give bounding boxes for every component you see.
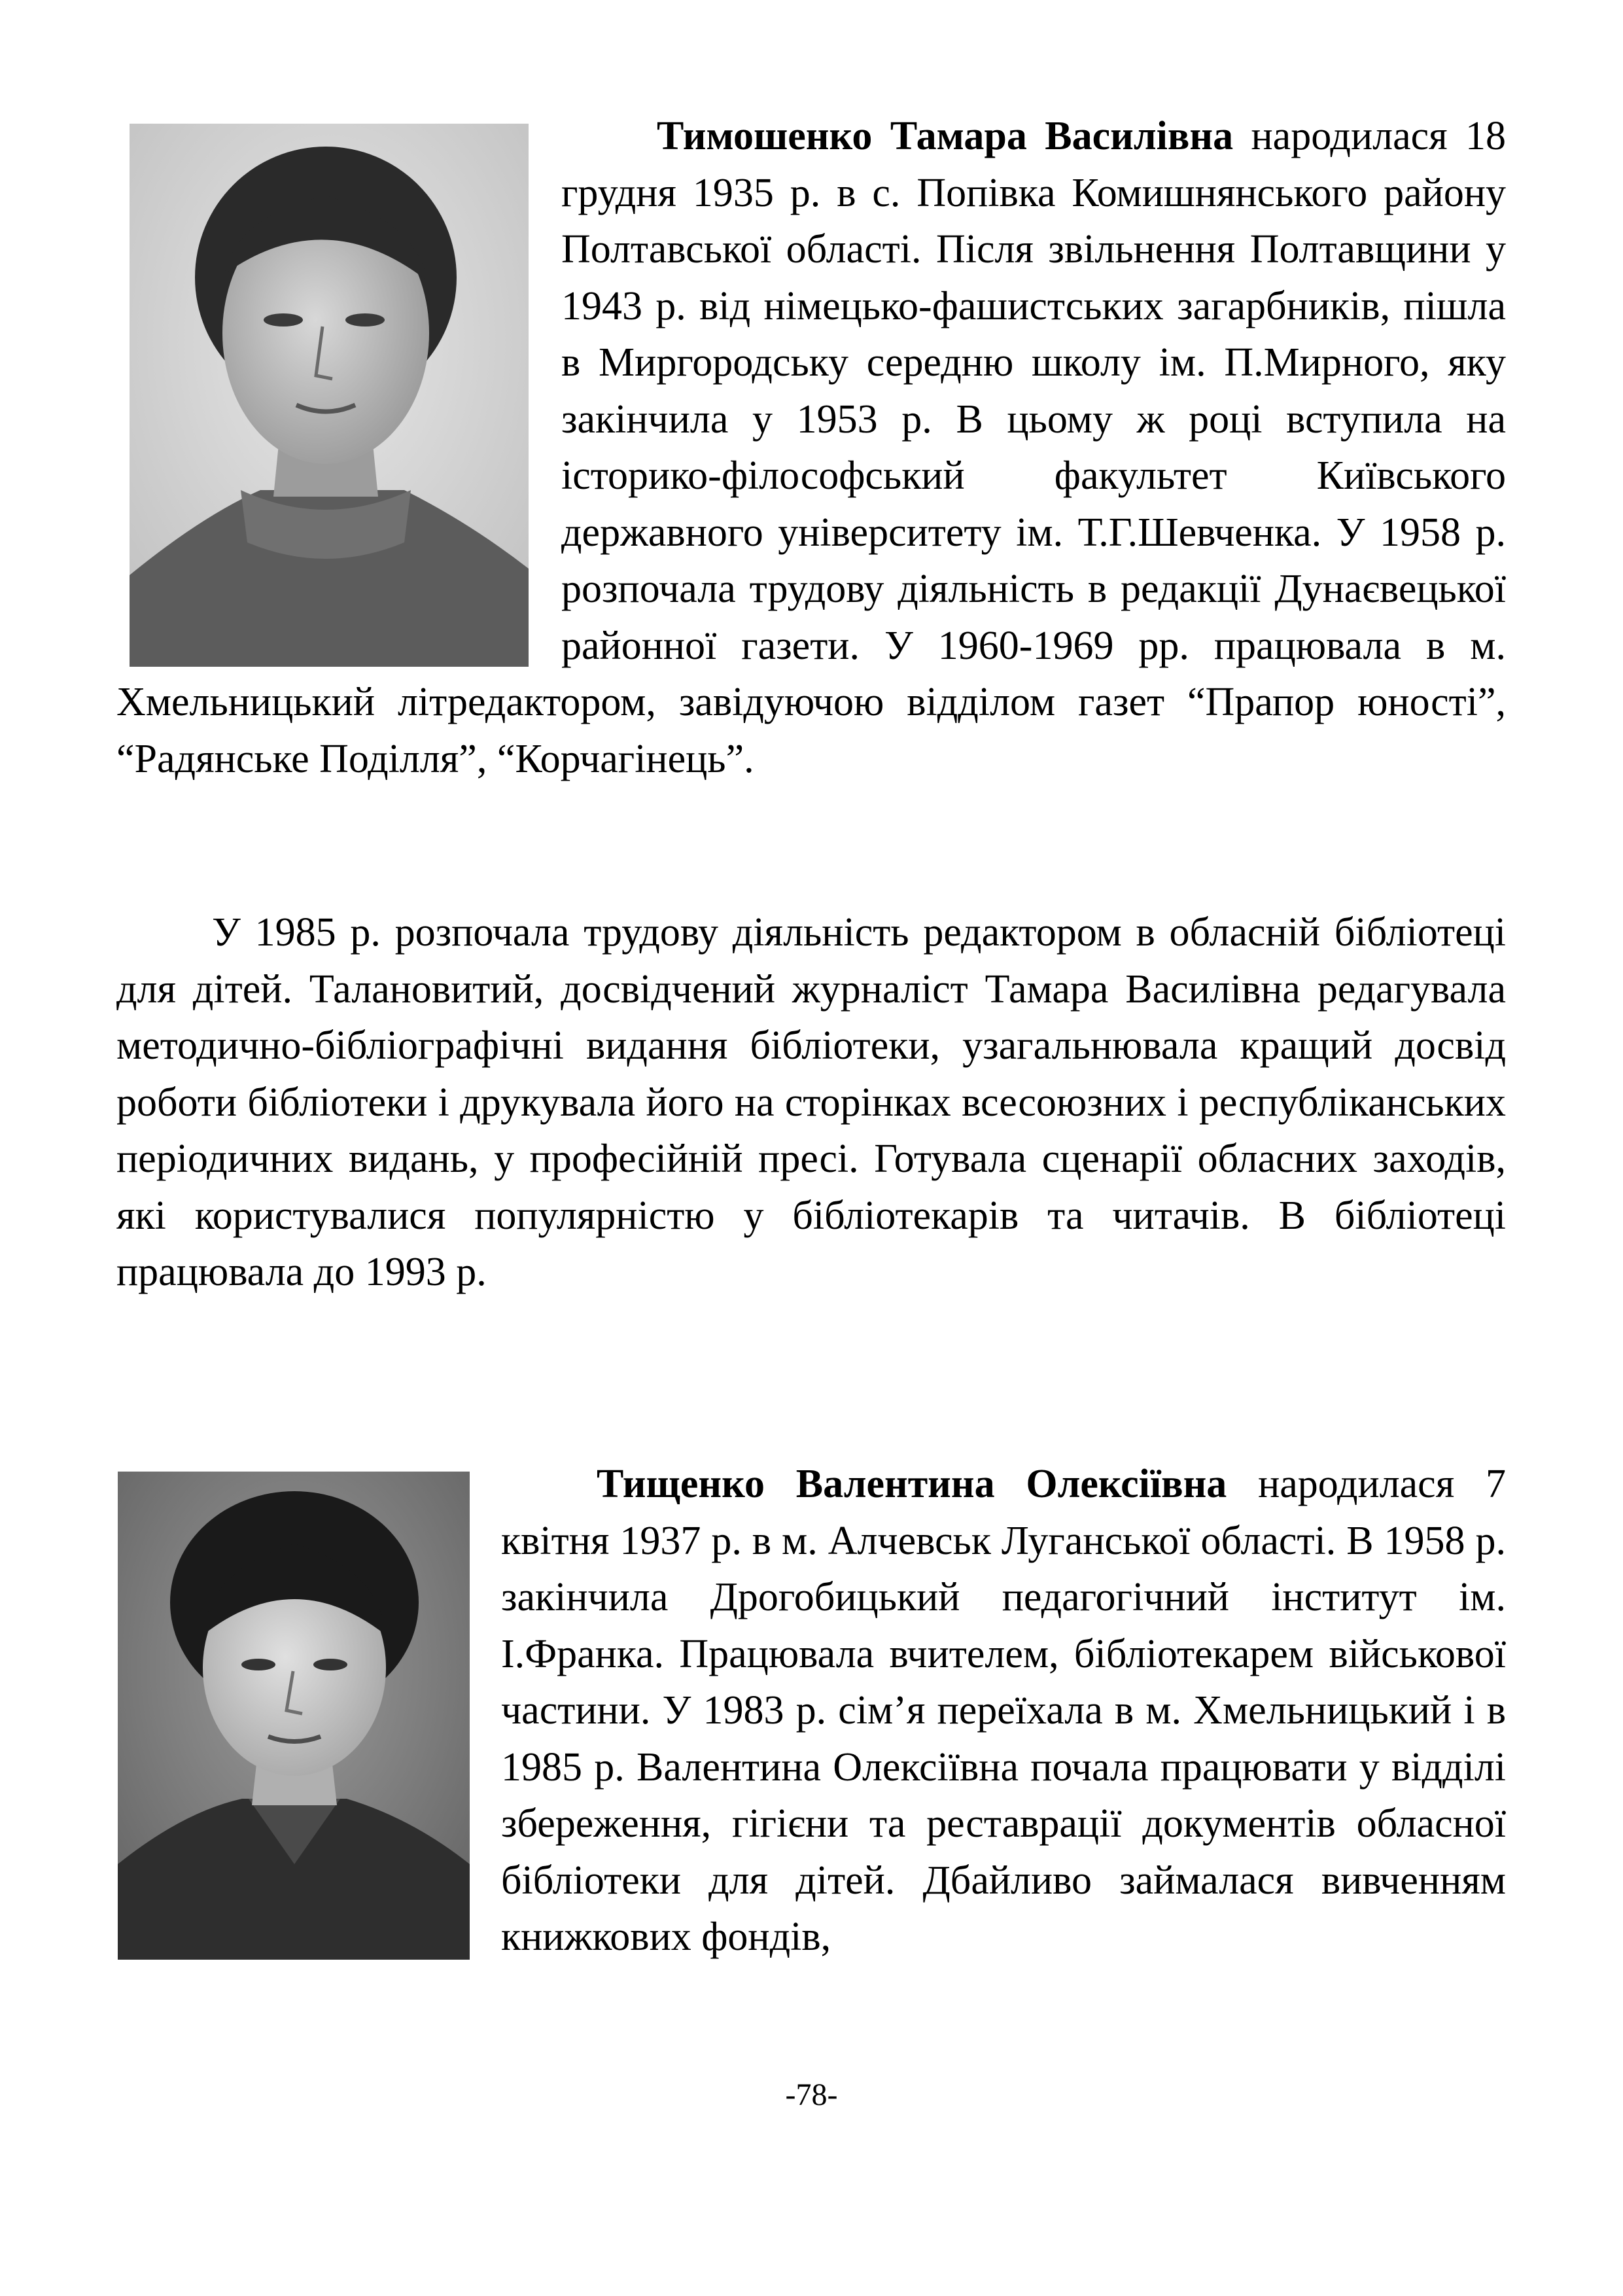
portrait-photo-tyshchenko bbox=[118, 1472, 470, 1960]
paragraph-text: У 1985 р. розпочала трудову діяльність редактором в обласній бібліотеці для дітей. Талановитий, досвідчений журналіст Тамара Василівна редагувала методично-бібліографічні видання бібліотеки, узагальнювала кращий досвід роботи бібліотеки і друкувала його на сторінках всесоюзних і республіканських періодичних видань, у професійній пресі. Готувала сценарії обласних заходів, які користувалися популярністю у бібліотекарів та читачів. В бібліотеці працювала до 1993 р. bbox=[116, 910, 1506, 1294]
biography-timoshenko bbox=[116, 108, 1506, 787]
biography-timoshenko-continued bbox=[116, 904, 1506, 1301]
page-number: -78- bbox=[785, 2077, 838, 2112]
person-name: Тищенко Валентина Олексіївна bbox=[597, 1462, 1227, 1506]
portrait-photo-timoshenko bbox=[130, 124, 529, 667]
biography-body: народилася 7 квітня 1937 р. в м. Алчевськ Луганської області. В 1958 р. закінчила Дрогобицький педагогічний інститут ім. І.Франка. Працювала вчителем, бібліотекарем військової частини. У 1983 р. сім’я переїхала в м. Хмельницький і в 1985 р. Валентина Олексіївна почала працювати у відділі збереження, гігієни та реставрації документів обласної бібліотеки для дітей. Дбайливо займалася вивченням книжкових фондів, bbox=[501, 1462, 1506, 1959]
biography-body: народилася 18 грудня 1935 р. в с. Попівка Комишнянського району Полтавської області. Після звільнення Полтавщини у 1943 р. від німецько-фашистських загарбників, пішла в Миргородську середню школу ім. П.Мирного, яку закінчила у 1953 р. В цьому ж році вступила на історико-філософський факультет Київського державного університету ім. Т.Г.Шевченка. У 1958 р. розпочала трудову діяльність в редакції Дунаєвецької районної газети. У 1960-1969 рр. працювала в м. Хмельницький літредактором, завідуючою відділом газет “Прапор юності”, “Радянське Поділля”, “Корчагінець”. bbox=[116, 114, 1507, 781]
person-name: Тимошенко Тамара Василівна bbox=[657, 114, 1234, 158]
biography-tyshchenko bbox=[116, 1456, 1506, 1970]
